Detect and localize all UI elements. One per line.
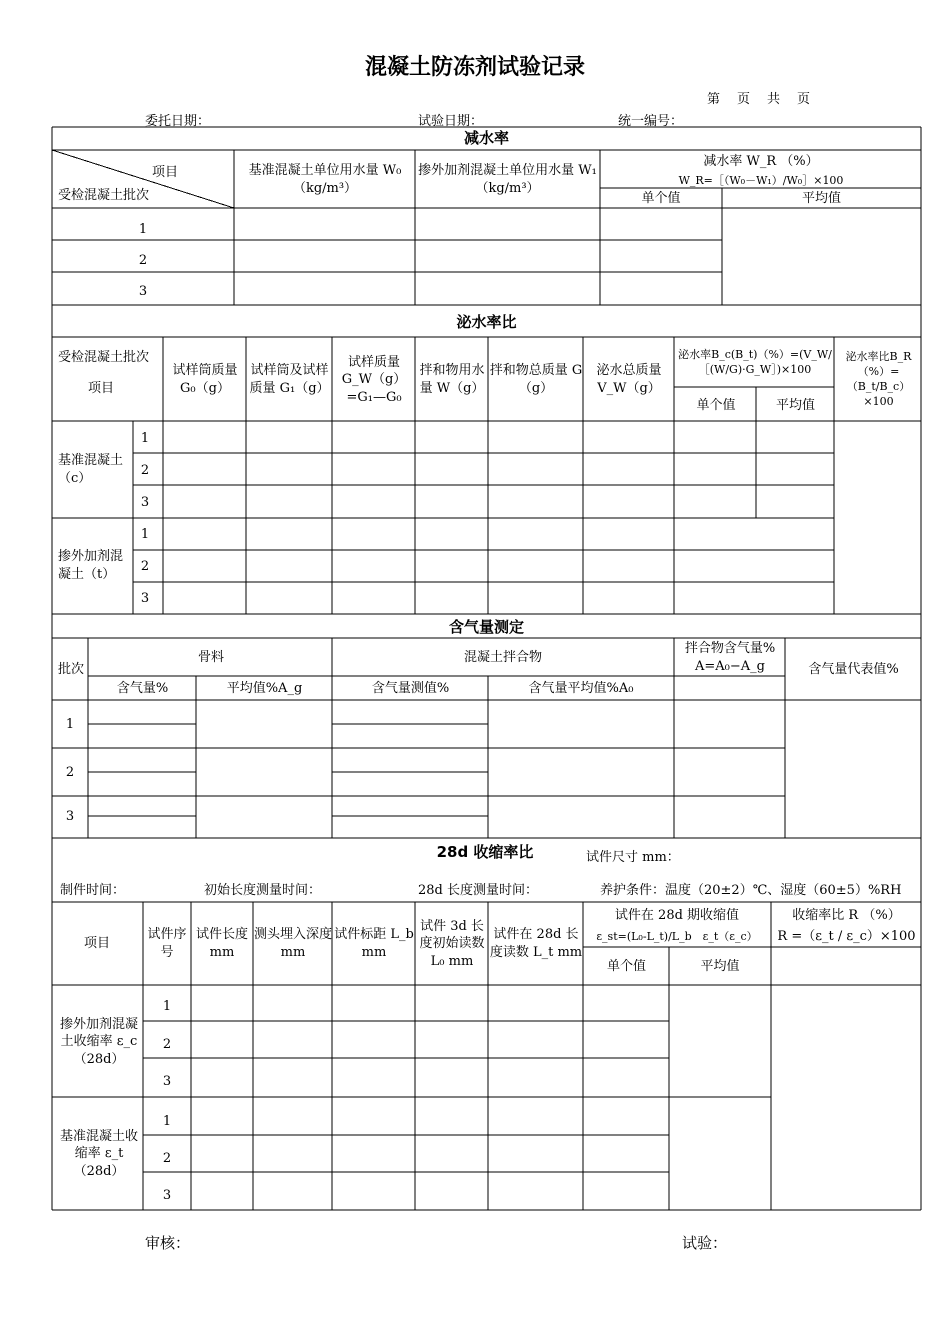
section-air-content-title: 含气量测定	[448, 617, 524, 636]
bleed-water-mass-header: 泌水总质量 V_W（g）	[596, 363, 662, 396]
d28-reading-header: 试件在 28d 长度读数 L_t mm	[489, 927, 583, 960]
specimen-no-header: 试件序号	[147, 927, 187, 960]
review-label: 审核：	[145, 1234, 191, 1252]
test-date-label: 试验日期：	[418, 114, 484, 129]
shrink-row-b1: 1	[162, 1114, 172, 1130]
batch-label: 受检混凝土批次	[58, 188, 150, 204]
probe-depth-header: 测头埋入深度 mm	[254, 927, 333, 960]
shrink-ratio-formula: R =（ε_t / ε_c）×100	[777, 929, 916, 945]
reference-water-header: 基准混凝土单位用水量 W₀（kg/m³）	[248, 163, 402, 196]
mix-total-mass-header: 拌和物总质量 G（g）	[489, 363, 583, 396]
sample-mass-header: 试样质量 G_W（g）=G₁—G₀	[341, 354, 407, 405]
section-shrinkage-title: 28d 收缩率比	[436, 842, 534, 861]
mix-measured-header: 含气量测值%	[371, 681, 450, 697]
admixture-shrink-group: 掺外加剂混凝土收缩率 ε_c（28d）	[59, 1016, 138, 1067]
shrink-row-a1: 1	[162, 999, 172, 1015]
entrust-date-label: 委托日期：	[145, 114, 211, 129]
container-mass-header: 试样筒质量 G₀（g）	[172, 363, 238, 396]
air-row-3: 3	[65, 809, 75, 825]
bleed-row-c2: 2	[140, 463, 150, 479]
curing-condition-label: 养护条件：温度（20±2）℃、湿度（60±5）%RH	[600, 883, 902, 898]
specimen-length-header: 试件长度 mm	[195, 927, 248, 960]
bleeding-batch-label: 受检混凝土批次	[58, 350, 150, 366]
mix-air-header: 拌合物含气量% A=A₀−A_g	[684, 641, 789, 674]
mix-average-header: 含气量平均值%A₀	[528, 681, 634, 697]
tester-label: 试验：	[682, 1234, 728, 1252]
initial-time-label: 初始长度测量时间：	[204, 883, 322, 898]
aggregate-header: 骨料	[197, 650, 224, 666]
page-number: 第 页 共 页	[707, 92, 813, 107]
shrink-ratio-header: 收缩率比 R （%）	[792, 908, 901, 924]
air-representative-header: 含气量代表值%	[808, 662, 899, 678]
shrink-value-formula: ε_st=(L₀-L_t)/L_b ε_t（ε_c）	[596, 929, 758, 943]
bleeding-ratio-header: 泌水率比B_R（%）=（B_t/B_c）×100	[845, 350, 912, 408]
page-title: 混凝土防冻剂试验记录	[364, 55, 585, 80]
initial-reading-header: 试件 3d 长度初始读数 L₀ mm	[419, 918, 485, 969]
concrete-mix-header: 混凝土拌合物	[463, 650, 542, 666]
bleeding-average-header: 平均值	[775, 398, 815, 414]
air-batch-label: 批次	[57, 662, 84, 678]
shrink-row-b2: 2	[162, 1151, 172, 1167]
item-label: 项目	[151, 165, 178, 181]
d28-time-label: 28d 长度测量时间：	[418, 883, 538, 898]
shrink-value-header: 试件在 28d 期收缩值	[614, 908, 740, 924]
aggregate-average-header: 平均值%A_g	[226, 681, 303, 697]
air-row-2: 2	[65, 765, 75, 781]
gauge-length-header: 试件标距 L_b mm	[334, 927, 414, 960]
bleeding-item-label: 项目	[88, 381, 115, 397]
shrink-single-header: 单个值	[606, 959, 646, 975]
section-bleeding-title: 泌水率比	[456, 312, 517, 331]
shrink-item-header: 项目	[83, 936, 110, 952]
admixture-water-header: 掺外加剂混凝土单位用水量 W₁（kg/m³）	[418, 163, 597, 196]
bleed-row-c1: 1	[140, 431, 150, 447]
reference-concrete-group: 基准混凝土（c）	[58, 453, 124, 486]
shrink-average-header: 平均值	[700, 959, 740, 975]
average-value-header: 平均值	[801, 191, 841, 207]
reduction-rate-header: 减水率 W_R （%）	[703, 154, 819, 170]
bleeding-rate-header: 泌水率B_c(B_t)（%）=(V_W/［(W/G)·G_W］)×100	[678, 348, 832, 376]
bleeding-single-header: 单个值	[696, 398, 736, 414]
reference-shrink-group: 基准混凝土收缩率 ε_t（28d）	[59, 1128, 138, 1179]
container-sample-mass-header: 试样筒及试样质量 G₁（g）	[249, 363, 330, 396]
air-row-1: 1	[65, 717, 75, 733]
bleed-row-t1: 1	[140, 527, 150, 543]
batch-row-1: 1	[138, 222, 148, 238]
batch-row-3: 3	[138, 284, 148, 300]
batch-row-2: 2	[138, 253, 148, 269]
bleed-row-c3: 3	[140, 495, 150, 511]
mix-water-header: 拌和物用水量 W（g）	[419, 363, 485, 396]
serial-number-label: 统一编号：	[618, 114, 684, 129]
admixture-concrete-group: 掺外加剂混凝土（t）	[58, 549, 124, 582]
bleed-row-t3: 3	[140, 591, 150, 607]
specimen-size-label: 试件尺寸 mm：	[586, 850, 680, 865]
bleed-row-t2: 2	[140, 559, 150, 575]
shrink-row-a3: 3	[162, 1074, 172, 1090]
section-water-reduction-title: 减水率	[463, 129, 509, 148]
single-value-header: 单个值	[641, 191, 681, 207]
shrink-row-a2: 2	[162, 1037, 172, 1053]
shrink-row-b3: 3	[162, 1188, 172, 1204]
aggregate-air-header: 含气量%	[116, 681, 169, 697]
make-time-label: 制件时间：	[60, 883, 126, 898]
reduction-rate-formula: W_R=［（W₀－W₁）/W₀］×100	[678, 173, 844, 187]
